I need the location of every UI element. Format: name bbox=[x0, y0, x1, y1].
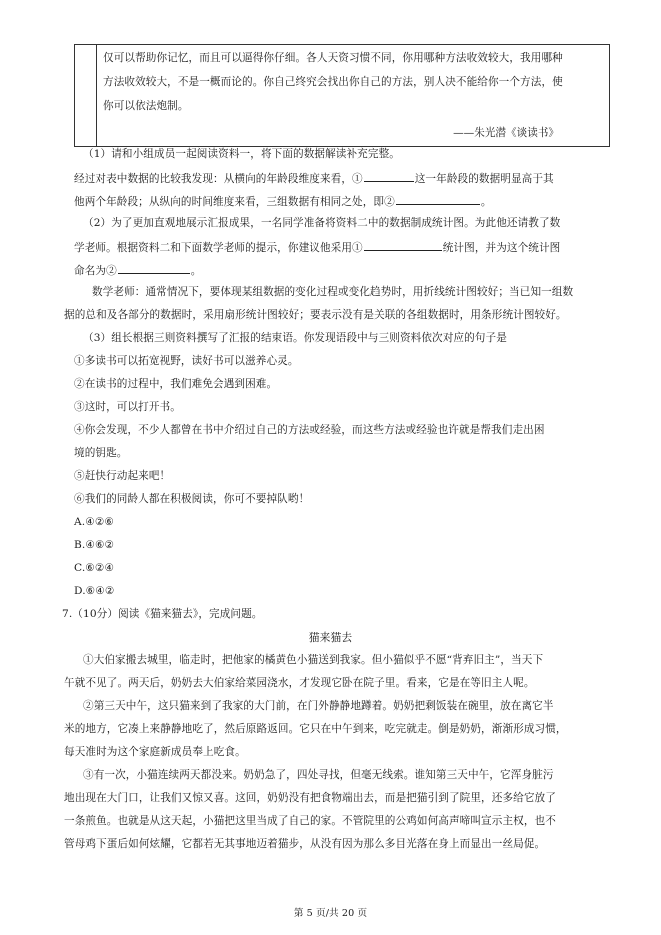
sentence-2: ②在读书的过程中，我们难免会遇到困难。 bbox=[74, 378, 278, 390]
teacher-tip-line-1: 数学老师：通常情况下，要体现某组数据的变化过程或变化趋势时，用折线统计图较好；当已知一组数 bbox=[92, 286, 574, 298]
quote-line: 方法收效较大，不是一概而论的。你自己终究会找出你自己的方法，别人决不能给你一个方法，使 bbox=[103, 76, 563, 88]
q7-heading: 7.（10分）阅读《猫来猫去》，完成问题。 bbox=[62, 608, 263, 620]
q2-line-2: 学老师。根据资料二和下面数学老师的提示，你建议他采用① 统计图，并为这个统计图 bbox=[74, 239, 560, 256]
q2-line-1: （2）为了更加直观地展示汇报成果，一名同学准备将资料二中的数据制成统计图。为此他还请教了数 bbox=[83, 217, 561, 229]
q3-prompt: （3）组长根据三则资料撰写了汇报的结束语。你发现语段中与三则资料依次对应的句子是 bbox=[83, 332, 507, 344]
page-number: 第 5 页/共 20 页 bbox=[293, 908, 368, 919]
option-d[interactable]: D.⑥④② bbox=[74, 585, 115, 597]
sentence-5: ⑤赶快行动起来吧！ bbox=[74, 470, 171, 482]
quote-box bbox=[74, 44, 610, 147]
article-paragraph-3: 管母鸡下蛋后如何炫耀，它都若无其事地迈着猫步，从没有因为那么多目光落在身上而显出一丝局促。 bbox=[64, 838, 546, 850]
answer-blank[interactable] bbox=[396, 193, 480, 205]
sentence-6: ⑥我们的同龄人都在积极阅读，你可不要掉队哟！ bbox=[74, 493, 310, 505]
article-paragraph-2: 米的地方，它凑上来静静地吃了，然后原路返回。它只在中午到来，吃完就走。倒是奶奶，渐渐形成习惯， bbox=[64, 723, 567, 735]
q1-line-2: 他两个年龄段；从纵向的时间维度来看，三组数据有相同之处，即② 。 bbox=[74, 193, 492, 210]
option-c[interactable]: C.⑥②④ bbox=[74, 562, 115, 574]
q1-line-1: 经过对表中数据的比较我发现：从横向的年龄段维度来看，① 这一年龄段的数据明显高于其 bbox=[74, 170, 554, 187]
quote-line: 仅可以帮助你记忆，而且可以逼得你仔细。各人天资习惯不同，你用哪种方法收效较大，我用哪种 bbox=[103, 52, 563, 64]
quote-source: ——朱光潜《谈读书》 bbox=[453, 127, 559, 139]
teacher-tip-line-2: 据的总和及各部分的数据时，采用扇形统计图较好；要表示没有是关联的各组数据时，用条形统计图较好。 bbox=[64, 309, 567, 321]
answer-blank[interactable] bbox=[364, 239, 442, 251]
article-paragraph-3: 一条煎鱼。也就是从这天起，小猫把这里当成了自己的家。不管院里的公鸡如何高声啼叫宣示主权，也不 bbox=[64, 815, 556, 827]
article-paragraph-1: 午就不见了。两天后，奶奶去大伯家给菜园浇水，才发现它卧在院子里。看来，它是在等旧主人呢。 bbox=[64, 677, 535, 689]
article-paragraph-2: 每天准时为这个家庭新成员奉上吃食。 bbox=[64, 746, 246, 758]
sentence-4-cont: 境的钥匙。 bbox=[74, 447, 128, 459]
sentence-3: ③这时，可以打开书。 bbox=[74, 401, 181, 413]
quote-box-left-column bbox=[75, 45, 97, 146]
answer-blank[interactable] bbox=[118, 262, 190, 274]
q2-line-3: 命名为② 。 bbox=[74, 262, 201, 279]
article-paragraph-3: ③有一次，小猫连续两天都没来。奶奶急了，四处寻找，但毫无线索。谁知第三天中午，它浑身脏污 bbox=[83, 769, 554, 781]
article-paragraph-2: ②第三天中午，这只猫来到了我家的大门前，在门外静静地蹲着。奶奶把剩饭装在碗里，放在离它半 bbox=[83, 700, 554, 712]
option-b[interactable]: B.④⑥② bbox=[74, 539, 115, 551]
quote-line: 你可以依法炮制。 bbox=[103, 100, 189, 112]
sentence-4: ④你会发现，不少人都曾在书中介绍过自己的方法或经验，而这些方法或经验也许就是帮我们走出困 bbox=[74, 424, 545, 436]
option-a[interactable]: A.④②⑥ bbox=[74, 516, 115, 528]
article-title: 猫来猫去 bbox=[308, 631, 353, 644]
article-paragraph-1: ①大伯家搬去城里，临走时，把他家的橘黄色小猫送到我家。但小猫似乎不愿“背弃旧主”，当天下 bbox=[83, 654, 544, 666]
sentence-1: ①多读书可以拓宽视野，读好书可以滋养心灵。 bbox=[74, 355, 299, 367]
article-paragraph-3: 地出现在大门口，让我们又惊又喜。这回，奶奶没有把食物端出去，而是把猫引到了院里，还多给它放了 bbox=[64, 792, 556, 804]
q1-prompt: （1）请和小组成员一起阅读资料一，将下面的数据解读补充完整。 bbox=[83, 148, 400, 160]
answer-blank[interactable] bbox=[364, 170, 414, 182]
